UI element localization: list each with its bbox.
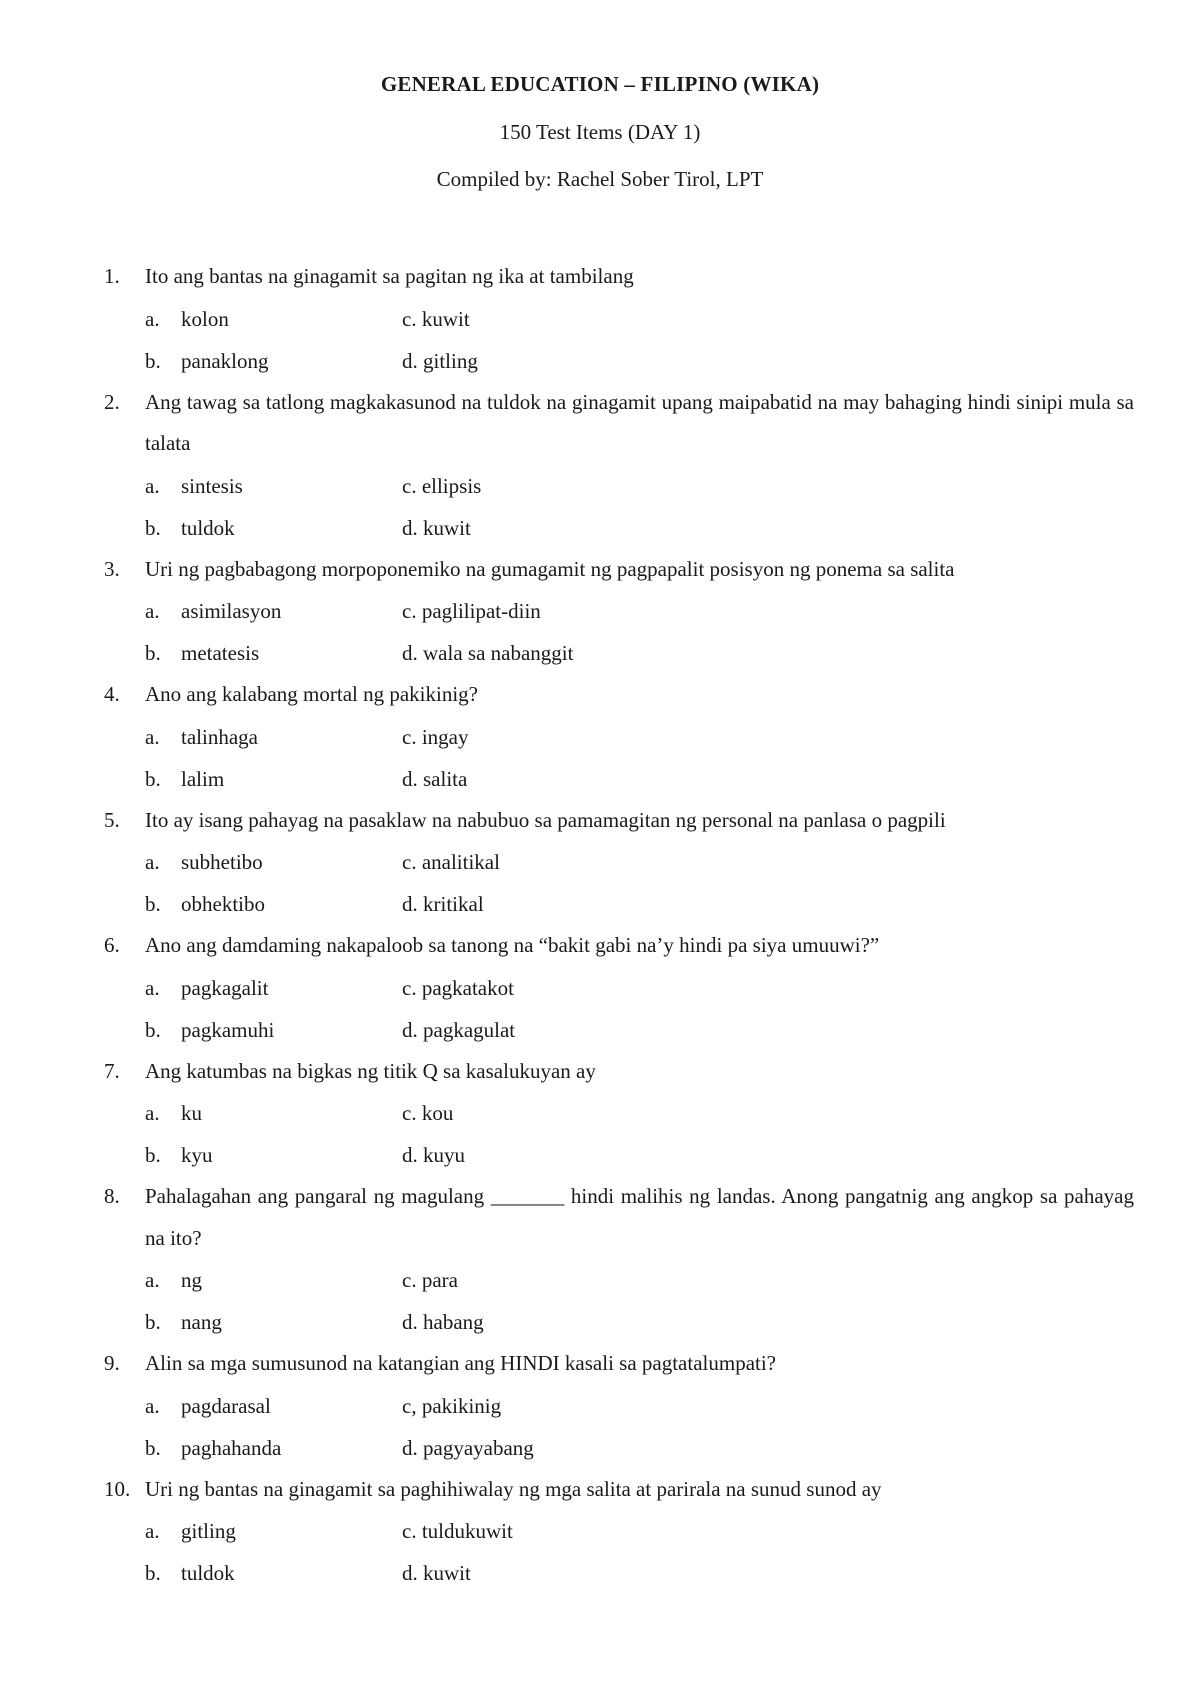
question-item <box>104 549 1134 675</box>
document-subtitle: 150 Test Items (DAY 1) <box>499 120 701 144</box>
option-letter: b. <box>145 515 161 540</box>
question-number: 9. <box>104 1351 120 1375</box>
document-title: GENERAL EDUCATION – FILIPINO (WIKA) <box>380 72 820 96</box>
question-number: 8. <box>104 1184 120 1208</box>
option-letter: b. <box>145 641 161 665</box>
option-row <box>104 841 1134 883</box>
option-row <box>104 1092 1134 1134</box>
question-text: Ang katumbas na bigkas ng titik Q sa kasalukuyan ay <box>145 1058 596 1083</box>
question-text: Alin sa mga sumusunod na katangian ang HINDI kasali sa pagtatalumpati? <box>145 1351 777 1375</box>
option-letter: b. <box>145 892 161 916</box>
option-letter: b. <box>145 1017 161 1042</box>
option-row <box>104 1552 1134 1594</box>
option-b: metatesis <box>181 641 260 665</box>
option-b: tuldok <box>181 515 235 540</box>
option-letter: b. <box>145 766 161 791</box>
question-text: Pahalagahan ang pangaral ng magulang _______ hindi malihis ng landas. Anong pangatnig ang angkop sa pahayag na ito? <box>145 1184 1134 1250</box>
option-letter: b. <box>145 1310 161 1334</box>
option-d: d. wala sa nabanggit <box>402 641 574 665</box>
option-row <box>104 1259 1134 1301</box>
option-letter: a. <box>145 1519 160 1543</box>
option-row <box>104 507 1134 549</box>
option-letter: a. <box>145 724 160 749</box>
question-number: 2. <box>104 389 120 414</box>
option-a: asimilasyon <box>181 599 282 623</box>
option-a: pagkagalit <box>181 975 269 1000</box>
option-row <box>104 967 1134 1009</box>
question-text: Ito ang bantas na ginagamit sa pagitan ng ika at tambilang <box>145 264 634 288</box>
option-c: c. pagkatakot <box>402 975 514 1000</box>
option-b: obhektibo <box>181 892 265 916</box>
option-d: d. gitling <box>402 348 478 373</box>
option-row <box>104 465 1134 507</box>
option-d: d. pagyayabang <box>402 1435 534 1460</box>
option-d: d. kuwit <box>402 1561 471 1585</box>
question-item <box>104 800 1134 926</box>
question-text: Uri ng pagbabagong morpoponemiko na gumagamit ng pagpapalit posisyon ng ponema sa salita <box>145 556 955 581</box>
option-row <box>104 1510 1134 1552</box>
question-item <box>104 674 1134 800</box>
option-row <box>104 1301 1134 1343</box>
option-c: c. kuwit <box>402 306 470 331</box>
question-item <box>104 1051 1134 1177</box>
option-letter: a. <box>145 850 160 874</box>
question-text: Uri ng bantas na ginagamit sa paghihiwalay ng mga salita at parirala na sunud sunod ay <box>145 1476 882 1501</box>
option-letter: b. <box>145 348 161 373</box>
question-text: Ito ay isang pahayag na pasaklaw na nabubuo sa pamamagitan ng personal na panlasa o pagpili <box>145 807 946 832</box>
question-number: 7. <box>104 1058 120 1083</box>
option-a: subhetibo <box>181 850 263 874</box>
option-a: kolon <box>181 306 229 331</box>
option-row <box>104 298 1134 340</box>
option-row <box>104 590 1134 632</box>
option-row <box>104 1134 1134 1176</box>
option-c: c. paglilipat-diin <box>402 599 541 623</box>
option-d: d. pagkagulat <box>402 1017 516 1042</box>
option-b: paghahanda <box>181 1435 282 1460</box>
option-b: nang <box>181 1310 222 1334</box>
option-letter: a. <box>145 473 160 498</box>
option-c: c. kou <box>402 1101 454 1125</box>
question-text: Ang tawag sa tatlong magkakasunod na tuldok na ginagamit upang maipabatid na may bahaging hindi sinipi mula sa talata <box>145 389 1134 455</box>
option-b: tuldok <box>181 1561 235 1585</box>
option-d: d. salita <box>402 766 468 791</box>
option-letter: a. <box>145 1393 160 1418</box>
option-letter: a. <box>145 975 160 1000</box>
option-a: talinhaga <box>181 724 258 749</box>
option-c: c. tuldukuwit <box>402 1519 513 1543</box>
question-item <box>104 1176 1134 1343</box>
question-item <box>104 382 1134 549</box>
option-c: c. para <box>402 1268 458 1292</box>
option-a: gitling <box>181 1519 236 1543</box>
option-row <box>104 1009 1134 1051</box>
question-number: 4. <box>104 682 120 706</box>
option-letter: b. <box>145 1435 161 1460</box>
option-d: d. kuyu <box>402 1143 465 1167</box>
option-d: d. habang <box>402 1310 484 1334</box>
question-item <box>104 256 1134 382</box>
option-c: c. ellipsis <box>402 473 482 498</box>
option-row <box>104 340 1134 382</box>
option-letter: a. <box>145 1268 160 1292</box>
question-number: 6. <box>104 933 120 957</box>
option-d: d. kuwit <box>402 515 471 540</box>
question-number: 10. <box>104 1476 131 1501</box>
option-letter: a. <box>145 306 160 331</box>
compiled-by: Compiled by: Rachel Sober Tirol, LPT <box>436 167 764 191</box>
option-letter: a. <box>145 1101 160 1125</box>
option-b: panaklong <box>181 348 269 373</box>
option-row <box>104 1385 1134 1427</box>
question-list <box>104 256 1134 1594</box>
option-c: c. analitikal <box>402 850 500 874</box>
question-item <box>104 925 1134 1051</box>
option-c: c, pakikinig <box>402 1393 502 1418</box>
question-text: Ano ang kalabang mortal ng pakikinig? <box>145 682 478 706</box>
option-row <box>104 632 1134 674</box>
option-row <box>104 883 1134 925</box>
option-letter: b. <box>145 1143 161 1167</box>
question-number: 1. <box>104 264 120 288</box>
option-letter: b. <box>145 1561 161 1585</box>
option-d: d. kritikal <box>402 892 484 916</box>
question-item <box>104 1469 1134 1595</box>
option-a: pagdarasal <box>181 1393 271 1418</box>
question-number: 3. <box>104 556 120 581</box>
option-b: kyu <box>181 1143 213 1167</box>
option-c: c. ingay <box>402 724 469 749</box>
option-row <box>104 1427 1134 1469</box>
option-b: lalim <box>181 766 225 791</box>
option-a: ku <box>181 1101 202 1125</box>
question-number: 5. <box>104 807 120 832</box>
option-a: ng <box>181 1268 202 1292</box>
question-text: Ano ang damdaming nakapaloob sa tanong na “bakit gabi na’y hindi pa siya umuuwi?” <box>145 933 880 957</box>
option-a: sintesis <box>181 473 243 498</box>
option-row <box>104 716 1134 758</box>
option-b: pagkamuhi <box>181 1017 275 1042</box>
option-letter: a. <box>145 599 160 623</box>
option-row <box>104 758 1134 800</box>
question-item <box>104 1343 1134 1469</box>
